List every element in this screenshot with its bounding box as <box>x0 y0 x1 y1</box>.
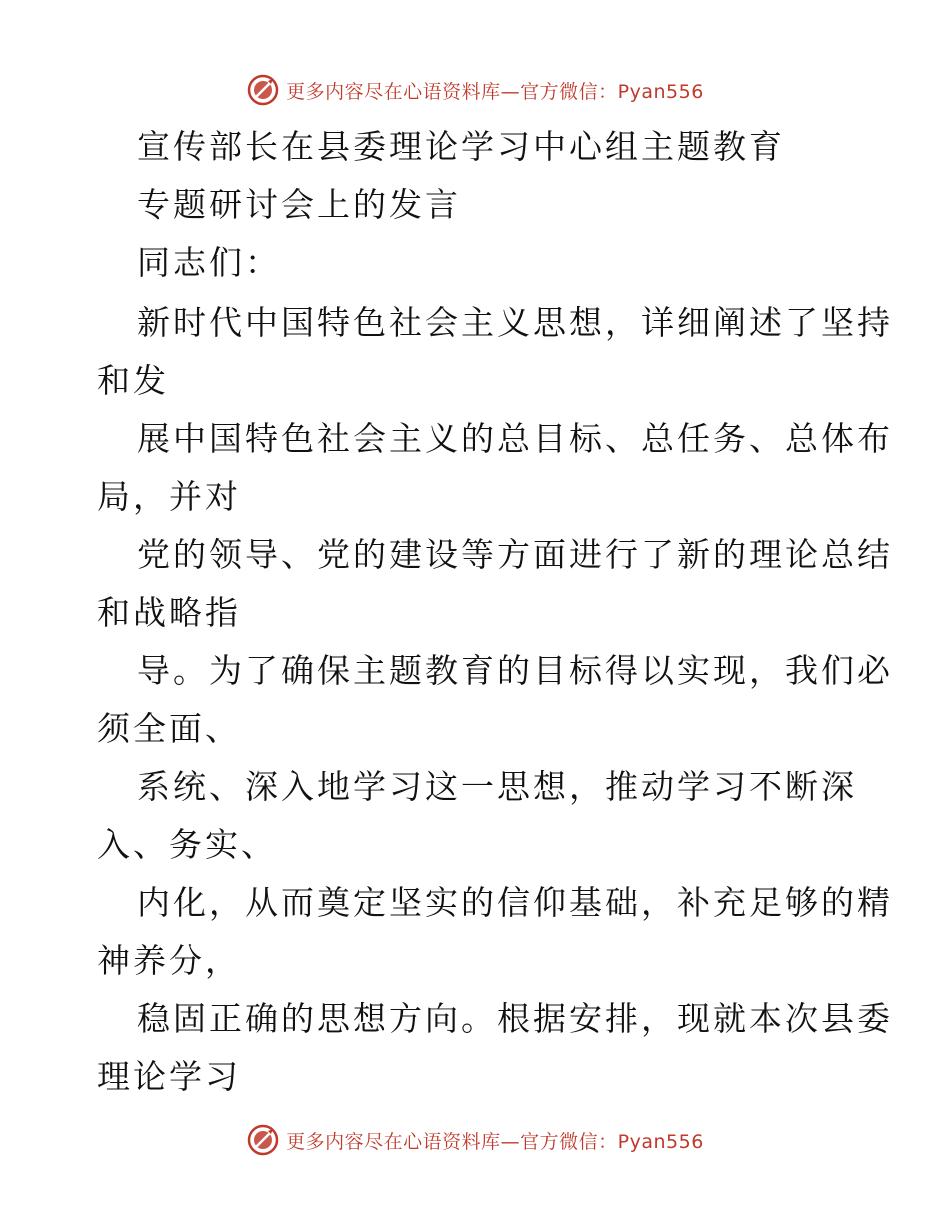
body-line: 须全面、 <box>97 709 241 748</box>
body-line: 入、务实、 <box>97 825 277 864</box>
footer-banner <box>0 1120 950 1160</box>
body-line: 理论学习 <box>97 1057 241 1096</box>
document-title-line-2: 专题研讨会上的发言 <box>137 185 461 224</box>
body-line: 内化，从而奠定坚实的信仰基础，补充足够的精 <box>137 883 893 922</box>
footer-banner-content <box>246 1123 704 1157</box>
body-line: 展中国特色社会主义的总目标、总任务、总体布 <box>137 419 893 458</box>
body-line: 神养分， <box>97 941 241 980</box>
header-banner-text: 更多内容尽在心语资料库—官方微信：Pyan556 <box>286 80 704 103</box>
body-line: 党的领导、党的建设等方面进行了新的理论总结 <box>137 535 893 574</box>
seal-logo-icon <box>246 1123 280 1157</box>
body-line: 局，并对 <box>97 477 241 516</box>
document-title-line-1: 宣传部长在县委理论学习中心组主题教育 <box>137 127 785 166</box>
body-line: 和发 <box>97 361 169 400</box>
body-line: 系统、深入地学习这一思想，推动学习不断深 <box>137 767 857 806</box>
body-line: 新时代中国特色社会主义思想，详细阐述了坚持 <box>137 303 893 342</box>
body-line: 稳固正确的思想方向。根据安排，现就本次县委 <box>137 999 893 1038</box>
footer-banner-text: 更多内容尽在心语资料库—官方微信：Pyan556 <box>286 1130 704 1153</box>
body-line: 导。为了确保主题教育的目标得以实现，我们必 <box>137 651 893 690</box>
salutation: 同志们： <box>137 243 281 282</box>
body-line: 和战略指 <box>97 593 241 632</box>
